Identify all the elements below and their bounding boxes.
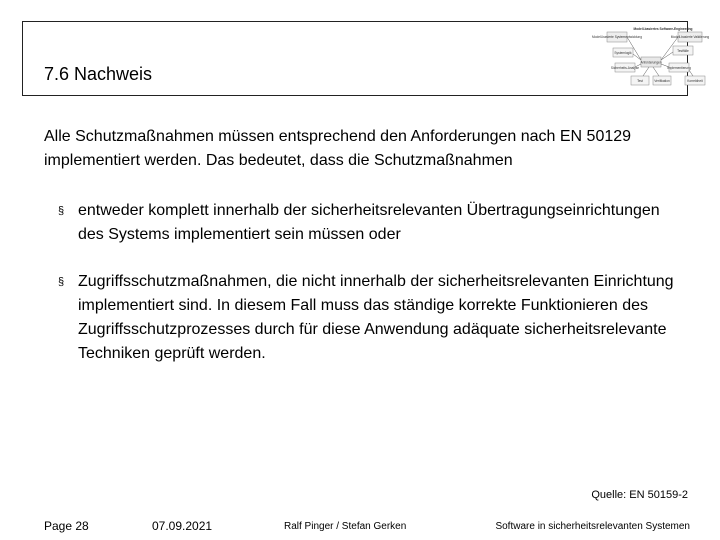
bullet-item bbox=[58, 199, 688, 247]
bullet-text: entweder komplett innerhalb der sicherheitsrelevanten Übertragungseinrichtungen des Systems implementiert sein müssen oder bbox=[78, 202, 660, 243]
bullet-text: Zugriffsschutzmaßnahmen, die nicht innerhalb der sicherheitsrelevanten Einrichtung implementiert sind. In diesem Fall muss das ständige korrekte Funktionieren des Zugriffsschutzprozesses durch für diese Anwendung adäquate sicherheitsrelevante Techniken geprüft werden. bbox=[78, 273, 674, 362]
diagram-label: Sicherheits-Analyse bbox=[610, 66, 640, 70]
bullet-marker: § bbox=[58, 276, 65, 288]
process-diagram bbox=[587, 24, 715, 94]
diagram-label: Modell-basierte Validierung bbox=[670, 35, 710, 39]
diagram-top-label: Modell-basiertes Software-Engineering bbox=[633, 27, 693, 31]
diagram-label: Implementierung bbox=[667, 66, 691, 70]
slide-title: 7.6 Nachweis bbox=[44, 64, 153, 84]
footer-authors: Ralf Pinger / Stefan Gerken bbox=[284, 521, 407, 532]
bullet-item bbox=[58, 270, 688, 366]
diagram-label: Modell-basierte Systementwicklung bbox=[592, 35, 642, 39]
footer-date: 07.09.2021 bbox=[152, 519, 213, 533]
source-citation: Quelle: EN 50159-2 bbox=[591, 489, 688, 501]
diagram-label: Verifikation bbox=[654, 79, 670, 83]
page-number: Page 28 bbox=[44, 519, 89, 533]
intro-paragraph: Alle Schutzmaßnahmen müssen entsprechend den Anforderungen nach EN 50129 implementiert werden. Das bedeutet, dass die Schutzmaßnahmen bbox=[44, 128, 632, 169]
diagram-label: Systemlogik bbox=[614, 51, 632, 55]
footer-course-title: Software in sicherheitsrelevanten Systemen bbox=[495, 521, 690, 532]
diagram-label: Korrektheit bbox=[687, 79, 703, 83]
title-box bbox=[22, 21, 710, 96]
bullet-marker: § bbox=[58, 205, 65, 217]
diagram-label: Test bbox=[637, 79, 643, 83]
diagram-label: Testfälle bbox=[677, 49, 689, 53]
diagram-label: Anforderungen bbox=[640, 60, 662, 65]
